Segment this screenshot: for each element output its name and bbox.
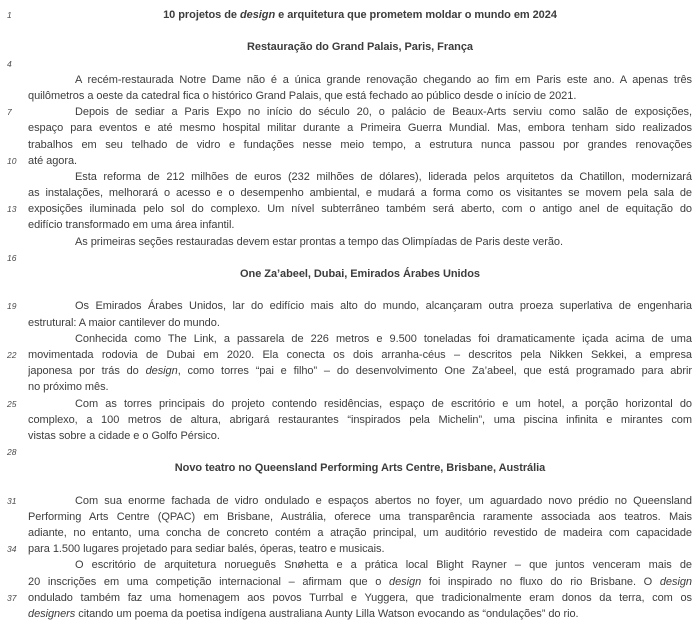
text-run: adiante, no entanto, uma concha de concreto contém a atração principal, um auditório revestido de madeira com capacidade [28,527,692,539]
paragraph-line [28,541,692,557]
document-line [28,120,692,136]
line-number: 31 [7,495,17,506]
text-run: Com sua enorme fachada de vidro ondulado e espaços abertos no foyer, um aguardado novo prédio no Queensland [75,494,692,507]
text-run: Depois de sediar a Paris Expo no início do século 20, o palácio de Beaux-Arts serviu como salão de exposições, [75,106,692,119]
blank-line [28,282,692,298]
document-line [7,396,692,412]
paragraph-line [28,137,692,153]
paragraph-line [28,169,692,185]
text-run: Com as torres principais do projeto contendo residências, espaço de escritório e um hotel, a porção horizontal do [75,397,692,410]
paragraph-line [28,363,692,379]
text-run: complexo, a 100 metros de altura, abrigará restaurantes “inspirados pela Michelin”, uma piscina infinita e mirantes com [28,413,692,426]
document-line [7,347,692,363]
paragraph-line [28,315,692,331]
paragraph-line [28,217,692,233]
text-run: O escritório de arquitetura norueguês Snøhetta e a prática local Blight Rayner – que juntos venceram mais de [75,559,692,572]
text-run: citando um poema da poetisa indígena australiana Aunty Lilla Watson evocando as “ondulações” do rio. [75,607,579,620]
line-number: 16 [7,252,17,263]
paragraph-line [28,396,692,412]
paragraph-line [28,234,692,250]
paragraph-line [28,331,692,347]
document-title [28,7,692,23]
text-run: vistas sobre a cidade e o Golfo Pérsico. [28,429,220,442]
text-run: 20 inscrições em uma competição internacional – afirmam que o [28,575,390,588]
paragraph-line [28,557,692,573]
text-run: movimentada rodovia de Dubai em 2020. Ela conecta os dois arranha-céus – descritos pela Nikken Sekkei, a empresa [28,348,692,361]
document-line [28,363,692,379]
text-run: Performing Arts Centre (QPAC) em Brisbane, Austrália, oferece uma transparência raramente associada aos teatros. Mais [28,510,692,523]
line-number: 19 [7,301,17,312]
paragraph-line [28,525,692,541]
document-line [7,541,692,557]
paragraph-line [28,298,692,314]
document-line [7,493,692,509]
paragraph-line [28,590,692,606]
document-text-block [7,7,692,622]
text-run: As primeiras seções restauradas devem estar prontas a tempo das Olimpíadas de Paris deste verão. [75,235,563,248]
text-run: e arquitetura que prometem moldar o mundo em 2024 [275,9,557,21]
line-number: 1 [7,10,12,20]
paragraph-line [28,104,692,120]
line-number: 34 [7,544,17,555]
text-run: para 1.500 lugares projetado para sediar balés, óperas, teatro e musicais. [28,543,385,556]
line-number: 10 [7,155,17,166]
document-line [7,590,692,606]
line-number: 7 [7,107,12,118]
blank-line [7,250,692,266]
text-run: Conhecida como The Link, a passarela de 226 metros e 9.500 toneladas foi dramaticamente içada acima de uma [75,332,692,345]
blank-line [7,444,692,460]
blank-line [28,476,692,492]
italic-text-run: design [145,365,178,378]
line-number: 25 [7,398,17,409]
paragraph-line [28,412,692,428]
text-run: Novo teatro no Queensland Performing Arts Centre, Brisbane, Austrália [174,462,546,475]
paragraph-line [28,428,692,444]
document-line [7,104,692,120]
document-line [28,557,692,573]
document-line [28,137,692,153]
section-heading [28,39,692,55]
document-line [28,331,692,347]
paragraph-line [28,153,692,169]
document-line [28,217,692,233]
paragraph-line [28,493,692,509]
document-line [28,379,692,395]
text-run: , como torres “pai e filho” – do desenvolvimento One Za’abeel, que está programado para abrir [177,365,692,378]
document-line [7,7,692,23]
paragraph-line [28,574,692,590]
document-line [28,266,692,282]
italic-text-run: design [659,575,692,588]
text-run: até agora. [28,154,78,167]
text-run: Os Emirados Árabes Unidos, lar do edifício mais alto do mundo, alcançaram outra proeza superlativa de engenharia [75,300,692,313]
document-line [7,153,692,169]
paragraph-line [28,379,692,395]
document-line [7,201,692,217]
text-run: as instalações, melhorará o acesso e o desempenho ambiental, e mudará a forma como os visitantes se movem pela sala de [28,187,692,200]
document-line [28,169,692,185]
document-line [28,72,692,88]
document-line [28,234,692,250]
paragraph-line [28,72,692,88]
line-number: 4 [7,58,12,69]
paragraph-line [28,201,692,217]
italic-text-run: designers [28,607,76,620]
text-run: A recém-restaurada Notre Dame não é a única grande renovação chegando ao fim em Paris este ano. A apenas três [75,73,692,86]
blank-line [7,56,692,72]
paragraph-line [28,120,692,136]
text-run: trabalhos em seu telhado de vidro e fundações nesse meio tempo, a estrutura nunca passou por grandes renovações [28,138,692,151]
document-line [7,298,692,314]
text-run: One Za’abeel, Dubai, Emirados Árabes Unidos [240,268,480,280]
paragraph-line [28,88,692,104]
text-run: espaço para eventos e até mesmo hospital militar durante a Primeira Guerra Mundial. Mas, embora tenham sido realizados [28,122,692,135]
line-number: 13 [7,204,17,215]
text-run: exposições iluminada pelo sol do complexo. Um nível subterrâneo também será aberto, com o antigo anel de equitação do [28,203,692,216]
text-run: Restauração do Grand Palais, Paris, França [247,41,473,54]
text-run: 10 projetos de [163,9,240,21]
text-run: foi inspirado no fluxo do rio Brisbane. O [421,575,660,588]
document-line [28,88,692,104]
text-run: ondulado também faz uma homenagem aos povos Turrbal e Yuggera, que tradicionalmente eram donos da terra, com os [28,591,692,604]
document-line [28,574,692,590]
text-run: no próximo mês. [28,381,109,394]
document-line [28,39,692,55]
paragraph-line [28,509,692,525]
blank-line [28,23,692,39]
document-line [28,412,692,428]
line-number: 28 [7,447,17,458]
text-run: edifício transformado em uma área infantil. [28,219,235,232]
paragraph-line [28,347,692,363]
section-heading [28,460,692,476]
text-run: estrutural: A maior cantilever do mundo. [28,316,220,329]
text-run: japonesa por trás do [28,365,146,378]
paragraph-line [28,606,692,622]
italic-text-run: design [240,9,276,21]
text-run: quilômetros a oeste da catedral fica o histórico Grand Palais, que está fechado ao público desde o início de 2021. [28,89,577,102]
line-number: 22 [7,349,17,360]
line-number: 37 [7,592,17,603]
section-heading [28,266,692,282]
italic-text-run: design [389,575,422,588]
document-line [28,525,692,541]
document-line [28,460,692,476]
document-line [28,606,692,622]
document-line [28,428,692,444]
document-line [28,185,692,201]
document-line [28,509,692,525]
document-line [28,315,692,331]
paragraph-line [28,185,692,201]
text-run: Esta reforma de 212 milhões de euros (232 milhões de dólares), liderada pelos arquitetos da Chatillon, modernizará [75,170,692,183]
